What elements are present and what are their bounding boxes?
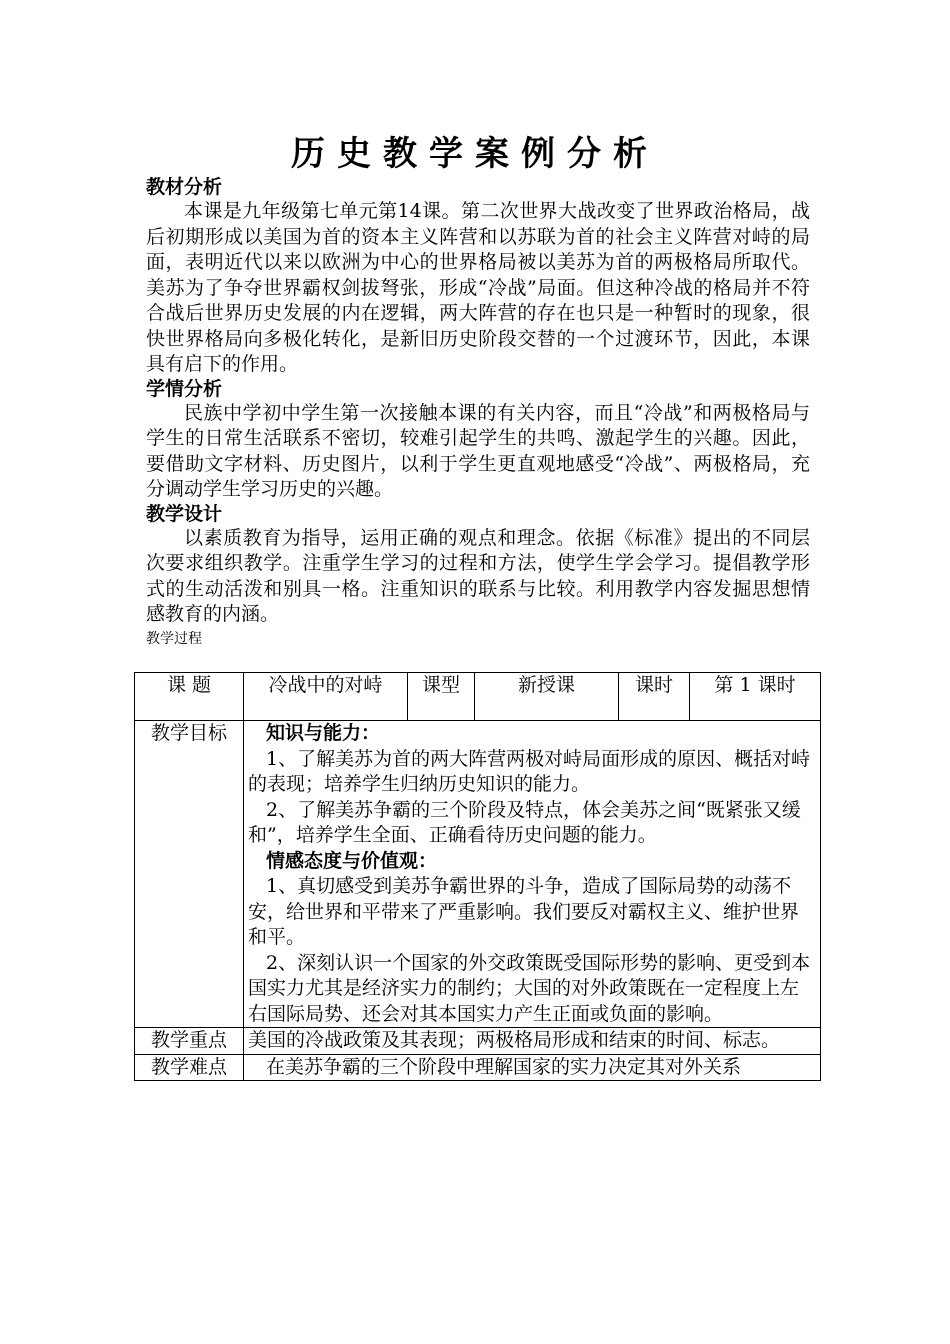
section-text-design: 以素质教育为指导，运用正确的观点和理念。依据《标准》提出的不同层次要求组织教学。注重学生学习的过程和方法，使学生学会学习。提倡教学形式的生动活泼和别具一格。注重知识的联系与比较。利用教学内容发掘思想情感教育的内涵。 — [146, 526, 810, 625]
process-label: 教学过程 — [146, 630, 202, 647]
goals-content — [244, 721, 821, 1028]
document-body — [146, 176, 810, 649]
key-points-label: 教学重点 — [135, 1028, 244, 1055]
hours-value: 第 1 课时 — [690, 673, 821, 721]
table-row — [135, 721, 821, 1028]
goals-subheading-knowledge: 知识与能力： — [266, 722, 381, 744]
type-value: 新授课 — [475, 673, 619, 721]
goals-item: 2、深刻认识一个国家的外交政策既受国际形势的影响、更受到本国实力尤其是经济实力的制约；大国的对外政策既在一定程度上左右国际局势、还会对其本国实力产生正面或负面的影响。 — [248, 951, 811, 1025]
goals-item: 2、了解美苏争霸的三个阶段及特点，体会美苏之间“既紧张又缓和”，培养学生全面、正确看待历史问题的能力。 — [248, 798, 801, 846]
goals-subheading-values: 情感态度与价值观： — [266, 849, 438, 872]
difficult-points-label: 教学难点 — [135, 1054, 244, 1081]
section-heading-textbook: 教材分析 — [146, 176, 223, 198]
section-heading-students: 学情分析 — [146, 377, 223, 400]
topic-label: 课 题 — [135, 673, 244, 721]
section-text-textbook: 本课是九年级第七单元第14课。第二次世界大战改变了世界政治格局，战后初期形成以美国为首的资本主义阵营和以苏联为首的社会主义阵营对峙的局面，表明近代以来以欧洲为中心的世界格局被以美苏为首的两极格局所取代。美苏为了争夺世界霸权剑拔弩张，形成“冷战”局面。但这种冷战的格局并不符合战后世界历史发展的内在逻辑，两大阵营的存在也只是一种暂时的现象，很快世界格局向多极化转化，是新旧历史阶段交替的一个过渡环节，因此，本课具有启下的作用。 — [146, 200, 810, 375]
document-title: 历史教学案例分析 — [291, 134, 659, 174]
table-row — [135, 1028, 821, 1055]
section-heading-design: 教学设计 — [146, 502, 223, 525]
key-points-value: 美国的冷战政策及其表现；两极格局形成和结束的时间、标志。 — [244, 1028, 821, 1055]
section-text-students: 民族中学初中学生第一次接触本课的有关内容，而且“冷战”和两极格局与学生的日常生活联系不密切，较难引起学生的共鸣、激起学生的兴趣。因此，要借助文字材料、历史图片，以利于学生更直观地感受“冷战”、两极格局，充分调动学生学习历史的兴趣。 — [146, 401, 810, 500]
table-row — [135, 673, 821, 721]
lesson-table — [134, 672, 821, 1081]
goals-item: 1、真切感受到美苏争霸世界的斗争，造成了国际局势的动荡不安，给世界和平带来了严重影响。我们要反对霸权主义、维护世界和平。 — [248, 875, 800, 948]
hours-label: 课时 — [619, 673, 690, 721]
goals-item: 1、了解美苏为首的两大阵营两极对峙局面形成的原因、概括对峙的表现；培养学生归纳历史知识的能力。 — [248, 747, 811, 795]
type-label: 课型 — [408, 673, 475, 721]
difficult-points-value: 在美苏争霸的三个阶段中理解国家的实力决定其对外关系 — [244, 1054, 821, 1081]
table-row — [135, 1054, 821, 1081]
goals-label: 教学目标 — [135, 721, 244, 1028]
topic-value: 冷战中的对峙 — [244, 673, 408, 721]
